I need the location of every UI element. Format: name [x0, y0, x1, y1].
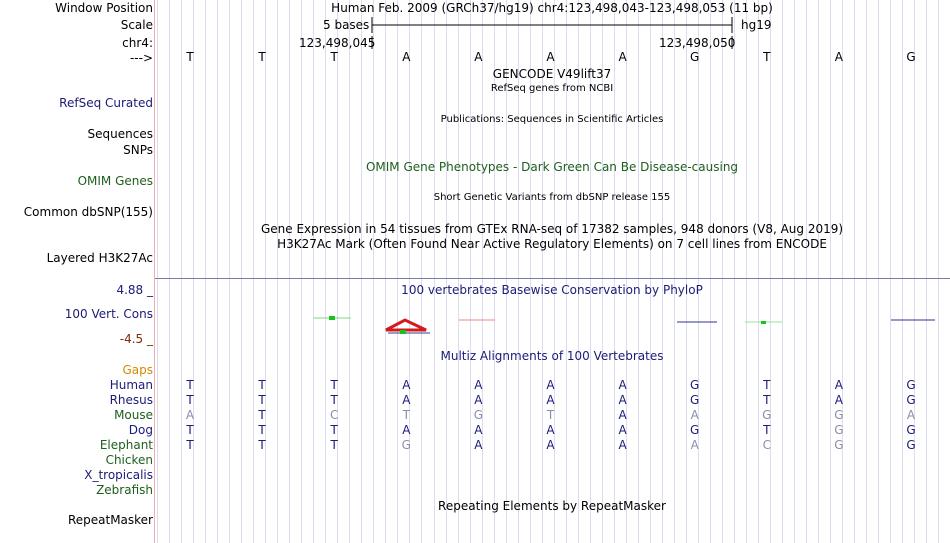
- alignment-base: G: [690, 378, 700, 392]
- cons-max-label: 4.88 _: [116, 283, 153, 297]
- alignment-base: T: [258, 423, 266, 437]
- gridline: [265, 0, 266, 543]
- species-label[interactable]: X_tropicalis: [84, 468, 153, 482]
- multiz-track-title[interactable]: Multiz Alignments of 100 Vertebrates: [440, 349, 664, 363]
- h3k27ac-track-title[interactable]: H3K27Ac Mark (Often Found Near Active Regulatory Elements) on 7 cell lines from ENCODE: [277, 237, 827, 251]
- gridline: [926, 0, 927, 543]
- species-label[interactable]: Mouse: [114, 408, 153, 422]
- phylop-mark-1-peak: [329, 316, 335, 320]
- gridline: [289, 0, 290, 543]
- gridline: [842, 0, 843, 543]
- scale-db-text: hg19: [741, 18, 772, 32]
- alignment-base: A: [834, 378, 843, 392]
- reference-base: G: [906, 50, 916, 64]
- gridline: [181, 0, 182, 543]
- gridline: [241, 0, 242, 543]
- alignment-base: T: [186, 393, 194, 407]
- window-position-label: Window Position: [55, 1, 153, 15]
- alignment-base: T: [330, 393, 338, 407]
- alignment-base: A: [906, 408, 916, 422]
- phylop-mark-2-peak: [400, 330, 406, 334]
- gridline: [301, 0, 302, 543]
- alignment-base: G: [834, 438, 844, 452]
- gridline: [830, 0, 831, 543]
- refseq-track-subtitle[interactable]: RefSeq genes from NCBI: [490, 83, 614, 94]
- alignment-base: T: [186, 423, 194, 437]
- gridline: [746, 0, 747, 543]
- reference-base: A: [618, 50, 627, 64]
- gridline: [674, 0, 675, 543]
- snps-label[interactable]: SNPs: [123, 143, 153, 157]
- alignment-base: A: [618, 423, 627, 437]
- alignment-base: A: [618, 438, 627, 452]
- alignment-base: A: [618, 393, 627, 407]
- alignment-base: A: [185, 408, 195, 422]
- reference-base: A: [402, 50, 411, 64]
- alignment-base: G: [906, 438, 916, 452]
- alignment-base: A: [474, 393, 483, 407]
- gridline: [770, 0, 771, 543]
- gridline: [794, 0, 795, 543]
- gridline: [313, 0, 314, 543]
- alignment-base: G: [906, 378, 916, 392]
- gridline: [193, 0, 194, 543]
- gridline: [638, 0, 639, 543]
- reference-base: T: [186, 50, 194, 64]
- alignment-base: A: [402, 378, 411, 392]
- alignment-base: G: [834, 408, 844, 422]
- layered-h3k27ac-label[interactable]: Layered H3K27Ac: [46, 251, 153, 265]
- phylop-mark-5-peak: [761, 321, 766, 324]
- alignment-base: G: [906, 423, 916, 437]
- gridline: [205, 0, 206, 543]
- gridline: [890, 0, 891, 543]
- reference-base: T: [763, 50, 771, 64]
- alignment-base: T: [186, 378, 194, 392]
- species-label[interactable]: Zebrafish: [96, 483, 153, 497]
- alignment-base: T: [330, 423, 338, 437]
- species-label[interactable]: Human: [109, 378, 153, 392]
- alignment-base: C: [329, 408, 339, 422]
- gridline: [349, 0, 350, 543]
- alignment-base: T: [763, 423, 771, 437]
- alignment-base: T: [258, 378, 266, 392]
- alignment-base: A: [474, 378, 483, 392]
- gridline: [866, 0, 867, 543]
- reference-base: A: [546, 50, 555, 64]
- track-separator: [155, 278, 950, 279]
- gridline: [409, 0, 410, 543]
- alignment-base: A: [402, 423, 411, 437]
- alignment-base: G: [834, 423, 844, 437]
- species-label[interactable]: Dog: [128, 423, 153, 437]
- alignment-base: T: [258, 438, 266, 452]
- alignment-base: T: [330, 438, 338, 452]
- species-label[interactable]: Chicken: [105, 453, 153, 467]
- gencode-track-title[interactable]: GENCODE V49lift37: [492, 67, 612, 81]
- gridline: [157, 0, 158, 543]
- gridline: [878, 0, 879, 543]
- assembly-position-text: Human Feb. 2009 (GRCh37/hg19) chr4:123,498,043-123,498,053 (11 bp): [331, 1, 773, 15]
- gridline: [758, 0, 759, 543]
- alignment-base: A: [618, 408, 627, 422]
- vert-cons-label[interactable]: 100 Vert. Cons: [64, 307, 153, 321]
- gridline: [421, 0, 422, 543]
- label-column-border: [154, 0, 155, 543]
- conservation-plot: [155, 300, 950, 345]
- gridline: [470, 0, 471, 543]
- gridline: [217, 0, 218, 543]
- alignment-base: C: [762, 438, 771, 452]
- alignment-base: A: [546, 423, 555, 437]
- gridline: [854, 0, 855, 543]
- alignment-base: A: [546, 438, 555, 452]
- alignment-base: A: [834, 393, 843, 407]
- gridline: [938, 0, 939, 543]
- publications-track-title[interactable]: Publications: Sequences in Scientific Articles: [440, 114, 664, 125]
- alignment-base: A: [690, 438, 699, 452]
- alignment-base: A: [618, 378, 627, 392]
- gridline: [710, 0, 711, 543]
- reference-base: T: [330, 50, 338, 64]
- sequences-label[interactable]: Sequences: [87, 127, 153, 141]
- coord-right-text: 123,498,050: [659, 36, 736, 50]
- gridline: [229, 0, 230, 543]
- gridline: [782, 0, 783, 543]
- scale-label: Scale: [120, 18, 153, 32]
- gridline: [482, 0, 483, 543]
- omim-track-title[interactable]: OMIM Gene Phenotypes - Dark Green Can Be Disease-causing: [365, 160, 739, 174]
- alignment-base: T: [330, 378, 338, 392]
- alignment-base: A: [474, 438, 483, 452]
- gridline: [614, 0, 615, 543]
- gridline: [722, 0, 723, 543]
- alignment-base: A: [690, 408, 699, 422]
- gridline: [373, 0, 374, 543]
- reference-base: T: [258, 50, 266, 64]
- coord-left-text: 123,498,045: [299, 36, 376, 50]
- gridline: [446, 0, 447, 543]
- cons-min-label: -4.5 _: [119, 332, 153, 346]
- gridline: [253, 0, 254, 543]
- gridline: [397, 0, 398, 543]
- gridline: [806, 0, 807, 543]
- species-label[interactable]: Elephant: [99, 438, 153, 452]
- alignment-base: T: [763, 378, 771, 392]
- alignment-base: T: [258, 408, 266, 422]
- repeatmasker-track-title[interactable]: Repeating Elements by RepeatMasker: [438, 499, 666, 513]
- gridline: [385, 0, 386, 543]
- chrom-label: chr4:: [122, 36, 153, 50]
- alignment-base: T: [763, 393, 771, 407]
- gridline: [169, 0, 170, 543]
- common-dbsnp-label[interactable]: Common dbSNP(155): [23, 205, 153, 219]
- gridline: [914, 0, 915, 543]
- gridline: [626, 0, 627, 543]
- gtex-track-title[interactable]: Gene Expression in 54 tissues from GTEx RNA-seq of 17382 samples, 948 donors (V8, Aug 2019): [260, 222, 844, 236]
- gaps-label[interactable]: Gaps: [122, 363, 153, 377]
- alignment-base: T: [258, 393, 266, 407]
- alignment-base: A: [474, 423, 483, 437]
- gridline: [434, 0, 435, 543]
- phylop-track-title[interactable]: 100 vertebrates Basewise Conservation by PhyloP: [401, 283, 703, 297]
- alignment-base: G: [473, 408, 484, 422]
- scale-bases-text: 5 bases: [323, 18, 370, 32]
- alignment-base: A: [546, 393, 555, 407]
- gridline: [277, 0, 278, 543]
- reference-base: A: [474, 50, 483, 64]
- gridline: [650, 0, 651, 543]
- gridline: [902, 0, 903, 543]
- species-label[interactable]: Rhesus: [109, 393, 153, 407]
- alignment-base: T: [402, 408, 410, 422]
- refseq-curated-label[interactable]: RefSeq Curated: [59, 96, 153, 110]
- alignment-base: A: [402, 393, 411, 407]
- gridline: [686, 0, 687, 543]
- alignment-base: G: [906, 393, 916, 407]
- alignment-base: G: [401, 438, 411, 452]
- alignment-base: G: [762, 408, 772, 422]
- repeatmasker-label[interactable]: RepeatMasker: [67, 513, 153, 527]
- gridline: [325, 0, 326, 543]
- gridline: [361, 0, 362, 543]
- gridline: [662, 0, 663, 543]
- gridline: [818, 0, 819, 543]
- alignment-base: A: [546, 378, 555, 392]
- reference-base: G: [690, 50, 700, 64]
- dbsnp-track-title[interactable]: Short Genetic Variants from dbSNP release 155: [433, 192, 671, 203]
- phylop-mark-2: [386, 320, 426, 330]
- gridline: [698, 0, 699, 543]
- gridline: [337, 0, 338, 543]
- alignment-base: G: [690, 393, 700, 407]
- reference-base: A: [834, 50, 843, 64]
- omim-genes-label[interactable]: OMIM Genes: [77, 174, 153, 188]
- alignment-base: G: [690, 423, 700, 437]
- gridline: [458, 0, 459, 543]
- alignment-base: T: [186, 438, 194, 452]
- strand-label: --->: [129, 51, 153, 65]
- alignment-base: T: [546, 408, 555, 422]
- gridline: [734, 0, 735, 543]
